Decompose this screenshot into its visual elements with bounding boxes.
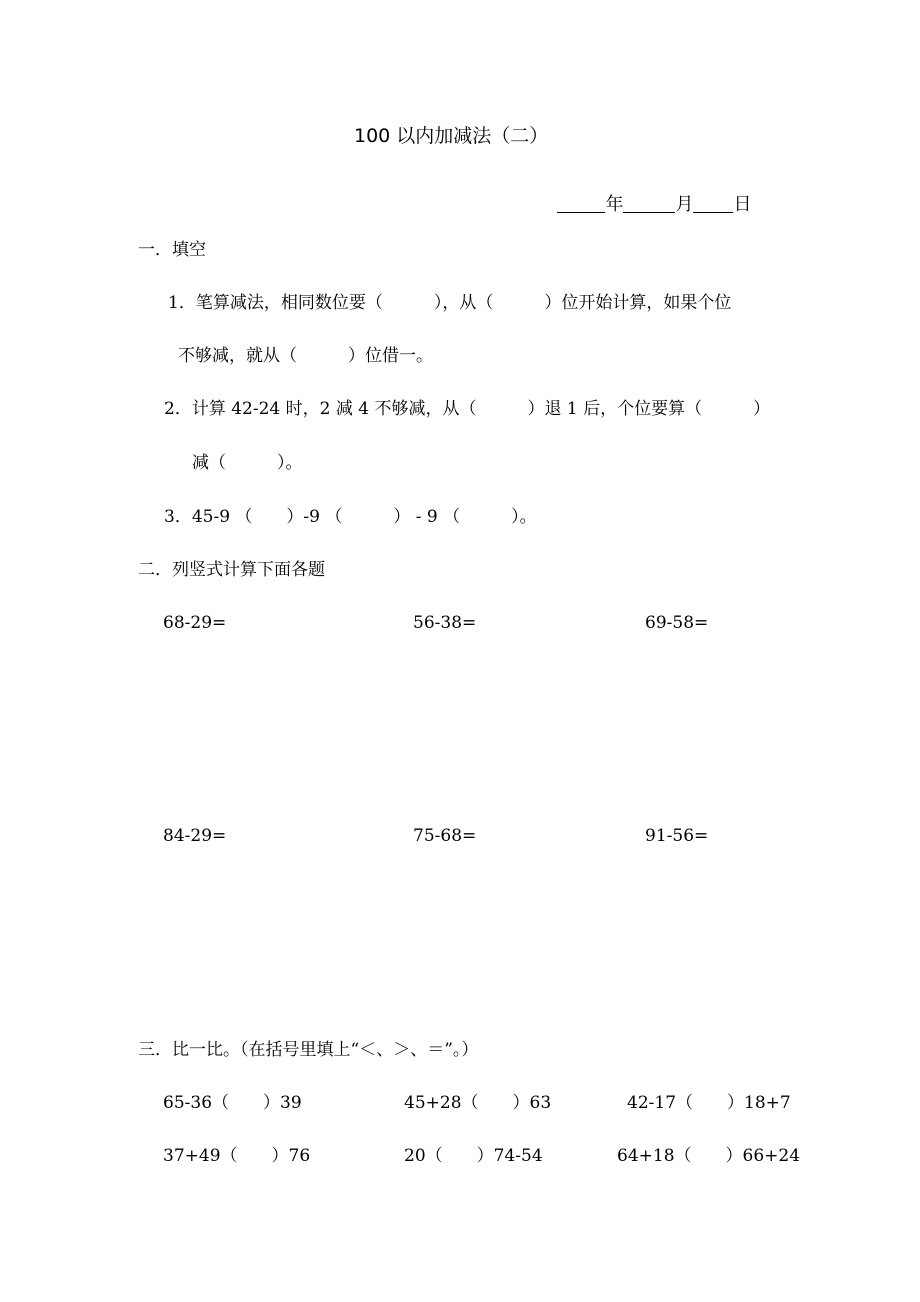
question-1-line-1: 1．笔算减法，相同数位要（ ），从（ ）位开始计算，如果个位 xyxy=(168,293,732,313)
date-line xyxy=(546,174,751,215)
vertical-calc-problem: 68-29= xyxy=(163,613,227,633)
compare-item: 65-36（ ）39 xyxy=(163,1093,302,1113)
question-2-line-2: 减（ ）。 xyxy=(192,453,303,473)
question-1-line-2: 不够减，就从（ ）位借一。 xyxy=(178,346,433,366)
page-title: 100 以内加减法（二） xyxy=(354,125,549,147)
vertical-calc-problem: 56-38= xyxy=(413,613,477,633)
question-3: 3．45-9 （ ）-9 （ ） - 9 （ ）。 xyxy=(164,507,537,527)
month-label: 月 xyxy=(675,194,694,215)
vertical-calc-problem: 84-29= xyxy=(163,826,227,846)
compare-item: 42-17（ ）18+7 xyxy=(627,1093,791,1113)
day-blank[interactable] xyxy=(693,194,733,213)
year-label: 年 xyxy=(605,194,624,215)
compare-item: 37+49（ ）76 xyxy=(163,1146,311,1166)
day-label: 日 xyxy=(733,194,752,215)
year-blank[interactable] xyxy=(557,194,605,213)
vertical-calc-problem: 91-56= xyxy=(645,826,709,846)
vertical-calc-problem: 75-68= xyxy=(413,826,477,846)
month-blank[interactable] xyxy=(623,194,675,213)
compare-item: 45+28（ ）63 xyxy=(404,1093,552,1113)
vertical-calc-problem: 69-58= xyxy=(645,613,709,633)
compare-item: 20（ ）74-54 xyxy=(404,1146,543,1166)
section-3-heading: 三．比一比。（在括号里填上“＜、＞、＝”。） xyxy=(138,1040,479,1060)
question-2-line-1: 2．计算 42-24 时，2 减 4 不够减，从（ ）退 1 后，个位要算（ ） xyxy=(164,399,771,419)
section-1-heading: 一．填空 xyxy=(138,240,206,260)
compare-item: 64+18（ ）66+24 xyxy=(617,1146,801,1166)
section-2-heading: 二．列竖式计算下面各题 xyxy=(138,560,325,580)
